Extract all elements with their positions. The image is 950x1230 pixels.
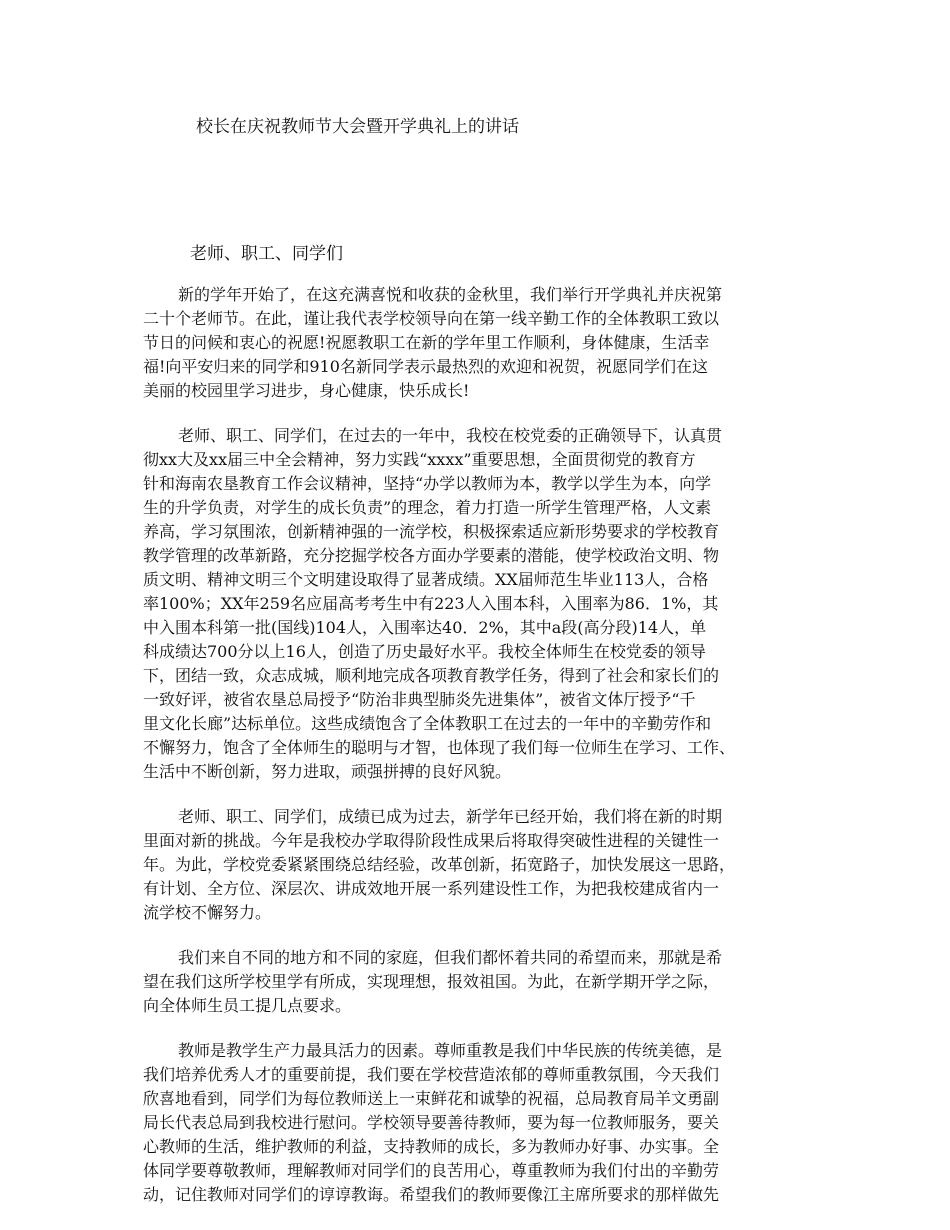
paragraph-line: 向全体师生员工提几点要求。 [143,996,352,1015]
paragraph-line: 二十个老师节。在此，谨让我代表学校领导向在第一线辛勤工作的全体教职工致以 [143,309,720,328]
paragraph [143,946,833,1018]
paragraph-line: 有计划、全方位、深层次、讲成效地开展一系列建设性工作，为把我校建成省内一 [143,879,720,898]
document-title: 校长在庆祝教师节大会暨开学典礼上的讲话 [196,117,519,137]
paragraph [143,283,833,403]
paragraph-line: 下，团结一致，众志成城，顺利地完成各项教育教学任务，得到了社会和家长们的 [143,666,720,685]
paragraph-line: 福!向平安归来的同学和910名新同学表示最热烈的欢迎和祝贺，祝愿同学们在这 [143,357,708,376]
paragraph-line: 我们来自不同的地方和不同的家庭，但我们都怀着共同的希望而来，那就是希 [178,948,723,967]
paragraph-line: 流学校不懈努力。 [143,903,272,922]
paragraph-line: 率100%；XX年259名应届高考考生中有223人入围本科，入围率为86．1%，其 [143,594,719,613]
paragraph [143,424,833,784]
paragraph [143,805,833,925]
paragraph-line: 年。为此，学校党委紧紧围绕总结经验，改革创新，拓宽路子，加快发展这一思路， [143,855,736,874]
paragraph-line: 生的升学负责，对学生的成长负责”的理念，着力打造一所学生管理严格，人文素 [143,498,712,517]
paragraph-line: 老师、职工、同学们，成绩已成为过去，新学年已经开始，我们将在新的时期 [178,807,723,826]
paragraph-line: 老师、职工、同学们，在过去的一年中，我校在校党委的正确领导下，认真贯 [178,426,723,445]
paragraph-line: 动，记住教师对同学们的谆谆教诲。希望我们的教师要像江主席所要求的那样做先 [143,1185,720,1204]
paragraph-line: 教师是教学生产力最具活力的因素。尊师重教是我们中华民族的传统美德，是 [178,1041,723,1060]
paragraph [143,1039,833,1207]
paragraph-line: 生活中不断创新，努力进取，顽强拼搏的良好风貌。 [143,762,512,781]
paragraph-line: 里面对新的挑战。今年是我校办学取得阶段性成果后将取得突破性进程的关键性一 [143,831,720,850]
paragraph-line: 节日的问候和衷心的祝愿!祝愿教职工在新的学年里工作顺利，身体健康，生活幸 [143,333,710,352]
paragraph-line: 里文化长廊”达标单位。这些成绩饱含了全体教职工在过去的一年中的辛勤劳作和 [143,714,712,733]
paragraph-line: 体同学要尊敬教师，理解教师对同学们的良苦用心，尊重教师为我们付出的辛勤劳 [143,1161,720,1180]
paragraph-line: 我们培养优秀人才的重要前提，我们要在学校营造浓郁的尊师重教氛围，今天我们 [143,1065,720,1084]
paragraph-line: 彻xx大及xx届三中全会精神，努力实践“xxxx”重要思想，全面贯彻党的教育方 [143,450,696,469]
paragraph-line: 中入围本科第一批(国线)104人，入围率达40．2%，其中a段(高分段)14人，单 [143,618,707,637]
paragraph-line: 美丽的校园里学习进步，身心健康，快乐成长! [143,381,470,400]
paragraph-line: 质文明、精神文明三个文明建设取得了显著成绩。XX届师范生毕业113人，合格 [143,570,709,589]
document-body [143,283,833,1228]
paragraph-line: 教学管理的改革新路，充分挖掘学校各方面办学要素的潜能，使学校政治文明、物 [143,546,720,565]
paragraph-line: 心教师的生活，维护教师的利益，支持教师的成长，多为教师办好事、办实事。全 [143,1137,720,1156]
paragraph-line: 望在我们这所学校里学有所成，实现理想，报效祖国。为此，在新学期开学之际， [143,972,720,991]
paragraph-line: 针和海南农垦教育工作会议精神，坚持“办学以教师为本，教学以学生为本，向学 [143,474,712,493]
paragraph-line: 新的学年开始了，在这充满喜悦和收获的金秋里，我们举行开学典礼并庆祝第 [178,285,723,304]
paragraph-line: 局长代表总局到我校进行慰问。学校领导要善待教师，要为每一位教师服务，要关 [143,1113,720,1132]
paragraph-line: 科成绩达700分以上16人，创造了历史最好水平。我校全体师生在校党委的领导 [143,642,706,661]
paragraph-line: 不懈努力，饱含了全体师生的聪明与才智，也体现了我们每一位师生在学习、工作、 [143,738,736,757]
paragraph-line: 欣喜地看到，同学们为每位教师送上一束鲜花和诚挚的祝福，总局教育局羊文勇副 [143,1089,720,1108]
paragraph-line: 一致好评，被省农垦总局授予“防治非典型肺炎先进集体”，被省文体厅授予“千 [143,690,696,709]
paragraph-line: 养高，学习氛围浓，创新精神强的一流学校，积极探索适应新形势要求的学校教育 [143,522,720,541]
salutation: 老师、职工、同学们 [190,244,343,264]
